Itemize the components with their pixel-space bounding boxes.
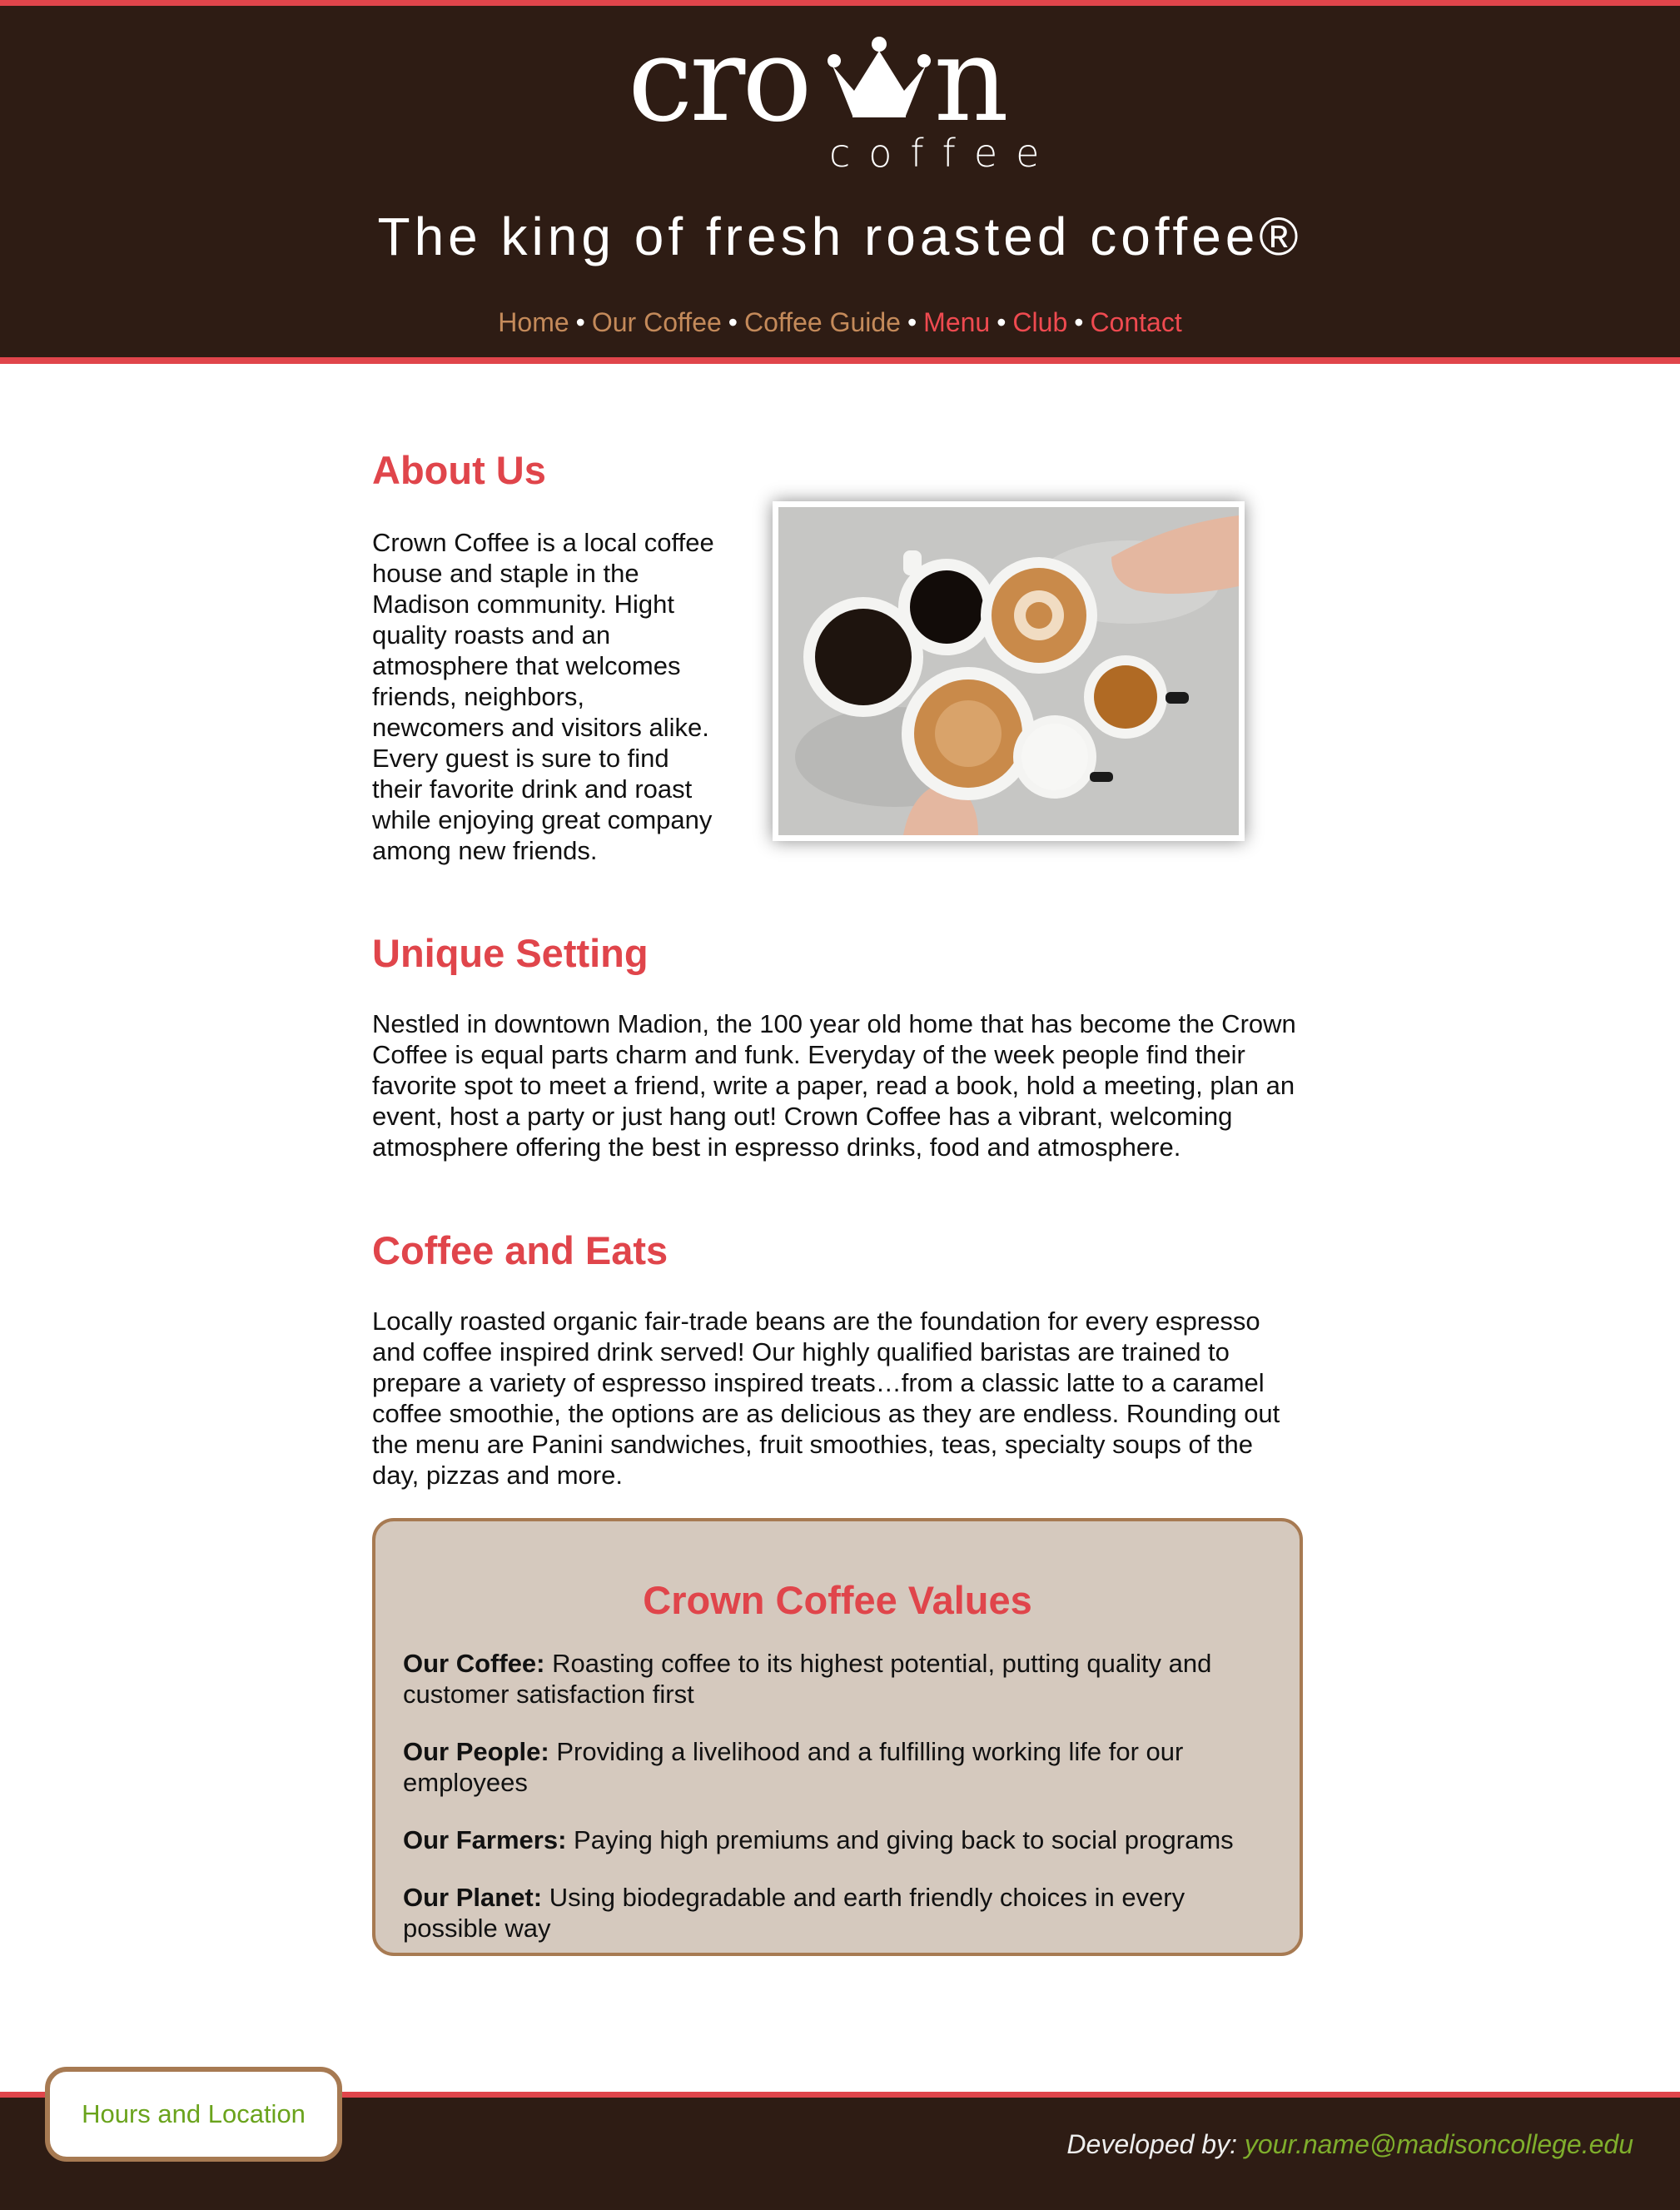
unique-setting-heading: Unique Setting <box>372 931 649 975</box>
value-text: Paying high premiums and giving back to social programs <box>574 1825 1234 1854</box>
values-heading: Crown Coffee Values <box>643 1578 1032 1622</box>
unique-setting-text: Nestled in downtown Madion, the 100 year old home that has become the Crown Coffee is equal parts charm and funk. Everyday of the week people find their favorite spot to meet a friend, write a paper, read a book, hold a meeting, plan an event, host a party or just hang out! Crown Coffee has a vibrant, welcoming atmosphere offering the best in espresso drinks, food and atmosphere. <box>372 1009 1296 1162</box>
nav-separator: • <box>575 307 585 337</box>
developer-email-link[interactable]: your.name@madisoncollege.edu <box>1244 2129 1633 2159</box>
value-item-planet <box>403 1882 1260 1944</box>
crown-coffee-logo[interactable] <box>628 12 1061 181</box>
coffee-eats-text: Locally roasted organic fair-trade beans are the foundation for every espresso and coffee inspired drink served! Our highly qualified baristas are trained to prepare a variety of espresso inspired treats…from a classic latte to a caramel coffee smoothie, the options are as delicious as they are endless. Rounding out the menu are Panini sandwiches, fruit smoothies, teas, specialty soups of the day, pizzas and more. <box>372 1307 1280 1490</box>
value-label: Our Farmers: <box>403 1825 567 1854</box>
nav-home[interactable]: Home <box>498 307 569 337</box>
value-label: Our Coffee: <box>403 1649 545 1678</box>
values-box <box>372 1518 1303 1956</box>
value-text: Using biodegradable and earth friendly choices in every possible way <box>403 1883 1185 1943</box>
tagline: The king of fresh roasted coffee® <box>377 207 1303 266</box>
value-item-coffee <box>403 1648 1260 1710</box>
logo-word: cro n <box>628 12 1007 148</box>
logo-subtitle: coffee <box>829 131 1058 176</box>
developer-credit <box>1066 2131 1633 2158</box>
value-text: Roasting coffee to its highest potential, putting quality and customer satisfaction first <box>403 1649 1212 1709</box>
nav-separator: • <box>1074 307 1084 337</box>
coffee-photo-frame <box>773 501 1245 841</box>
nav-coffee-guide[interactable]: Coffee Guide <box>743 307 901 337</box>
value-label: Our Planet: <box>403 1883 543 1912</box>
about-text: Crown Coffee is a local coffee house and staple in the Madison community. Hight quality roasts and an atmosphere that welcomes friends, neighbors, newcomers and visitors alike. Every guest is sure to find their favorite drink and roast while enjoying great company among new friends. <box>372 528 714 865</box>
nav-our-coffee[interactable]: Our Coffee <box>591 307 722 337</box>
nav-separator: • <box>907 307 917 337</box>
nav-club[interactable]: Club <box>1012 307 1068 337</box>
developer-label: Developed by: <box>1066 2129 1237 2159</box>
main-nav <box>0 309 1680 336</box>
value-item-farmers <box>403 1824 1260 1855</box>
nav-separator: • <box>997 307 1007 337</box>
value-label: Our People: <box>403 1737 549 1766</box>
coffee-cups-photo <box>778 507 1239 835</box>
about-heading: About Us <box>372 448 546 492</box>
main-content <box>372 445 1303 1943</box>
crown-icon <box>828 36 931 126</box>
value-text: Providing a livelihood and a fulfilling working life for our employees <box>403 1737 1184 1797</box>
hours-location-button[interactable]: Hours and Location <box>45 2067 342 2162</box>
coffee-eats-heading: Coffee and Eats <box>372 1228 669 1272</box>
nav-separator: • <box>728 307 738 337</box>
value-item-people <box>403 1736 1260 1798</box>
site-header <box>0 0 1680 364</box>
nav-menu[interactable]: Menu <box>923 307 991 337</box>
nav-contact[interactable]: Contact <box>1090 307 1182 337</box>
